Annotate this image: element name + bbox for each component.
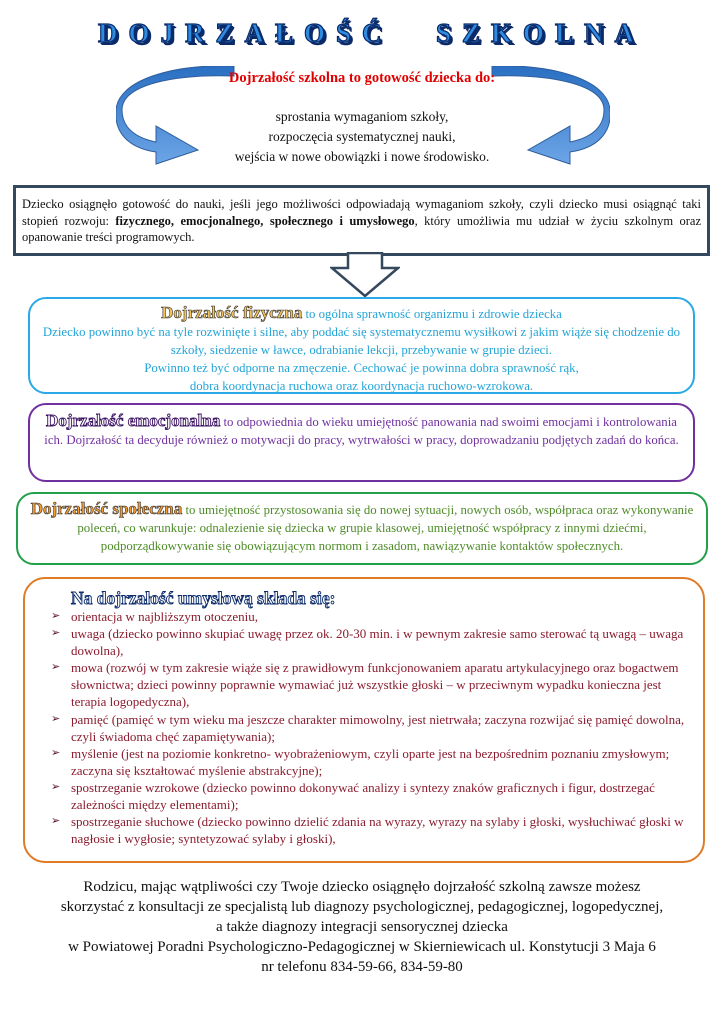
physical-maturity-text: Dziecko powinno być na tyle rozwinięte i silne, aby poddać się systematycznemu wysiłkowi z jakim wiąże się chodzenie do szkoły, siedzenie w ławce, odrabianie lekcji, przebywanie w grupie dzieci. (42, 325, 681, 357)
physical-maturity-heading: Dojrzałość fizyczna (161, 303, 303, 322)
arrow-bullet-icon: ➢ (51, 712, 61, 725)
arrow-bullet-icon: ➢ (51, 627, 61, 640)
list-item-text: spostrzeganie słuchowe (dziecko powinno dzielić zdania na wyrazy, wyrazy na sylaby i głoski, wysłuchiwać głoski w nagłosie i wygłosie; syntetyzować sylaby i głoski), (71, 814, 684, 847)
arrow-bullet-icon: ➢ (51, 815, 61, 828)
emotional-maturity-text: to odpowiednia do wieku umiejętność panowania nad swoimi emocjami i kontrolowania ich. Dojrzałość ta decyduje również o motywacji do pracy, wytrwałości w pracy, doprowadzaniu podjętych zadań do końca. (44, 415, 679, 447)
definition-box (13, 185, 710, 256)
list-item (35, 745, 693, 779)
down-arrow-icon (330, 252, 400, 298)
footer-line: skorzystać z konsultacji ze specjalistą lub diagnozy psychologicznej, pedagogicznej, logopedycznej, (60, 899, 664, 915)
definition-text-bold: fizycznego, emocjonalnego, społecznego i umysłowego (115, 213, 415, 228)
list-item (35, 659, 693, 710)
arrow-bullet-icon: ➢ (51, 746, 61, 759)
list-item-text: orientacja w najbliższym otoczeniu, (71, 609, 258, 624)
list-item-text: myślenie (jest na poziomie konkretno- wyobrażeniowym, czyli oparte jest na bezpośrednim poznaniu zmysłowym; zaczyna się kształtować myślenie abstrakcyjne); (71, 745, 670, 778)
footer-note (0, 877, 724, 977)
list-item (35, 779, 693, 813)
social-maturity-box (16, 492, 708, 565)
emotional-maturity-box (28, 403, 695, 482)
mental-maturity-heading: Na dojrzałość umysłową składa się: (71, 588, 336, 608)
definition-text-before: Dziecko osiągnęło gotowość do nauki, jeśli jego możliwości odpowiadają wymaganiom szkoły, czyli dziecko musi osiągnąć taki stopień rozwoju: (22, 197, 701, 228)
physical-maturity-text: to ogólna sprawność organizmu i zdrowie dziecka (302, 307, 562, 321)
emotional-maturity-heading: Dojrzałość emocjonalna (46, 411, 221, 430)
social-maturity-text: to umiejętność przystosowania się do nowej sytuacji, nowych osób, współpraca oraz wykonywanie poleceń, co warunkuje: odnalezienie się dziecka w grupie klasowej, umiejętność współpracy z innymi dziećmi, podporządkowywanie się obowiązującym normom i zasadom, nawiązywanie kontaktów społecznych. (77, 503, 694, 553)
mental-maturity-box (23, 577, 705, 863)
list-item-text: spostrzeganie wzrokowe (dziecko powinno dokonywać analizy i syntezy znaków graficznych i figur, dostrzegać zależności między elementami); (71, 779, 655, 813)
title-word-1: DOJRZAŁOŚĆ (98, 18, 393, 48)
list-item (35, 813, 693, 847)
intro-item: sprostania wymaganiom szkoły, (275, 109, 449, 124)
physical-maturity-text: Powinno też być odporne na zmęczenie. Cechować je powinna dobra sprawność rąk, (144, 361, 579, 375)
list-item (35, 608, 693, 625)
list-item (35, 711, 693, 745)
arrow-bullet-icon: ➢ (51, 610, 61, 622)
intro-heading: Dojrzałość szkolna to gotowość dziecka do: (228, 70, 496, 86)
list-item-text: uwaga (dziecko powinno skupiać uwagę przez ok. 20-30 min. i w pewnym zakresie samo sterować tą uwagą – uwaga dowolna), (71, 626, 684, 659)
intro-item: rozpoczęcia systematycznej nauki, (268, 129, 456, 144)
list-item-text: mowa (rozwój w tym zakresie wiąże się z prawidłowym funkcjonowaniem aparatu artykulacyjnego oraz bogactwem słownictwa; dzieci powinny poprawnie wymawiać już wszystkie głoski – w przeciwnym wypadku konieczna jest terapia logopedyczna), (71, 660, 679, 710)
footer-line: w Powiatowej Poradni Psychologiczno-Pedagogicznej w Skierniewicach ul. Konstytucji 3 Maja 6 (68, 939, 656, 955)
list-item (35, 625, 693, 659)
intro-list (0, 107, 724, 167)
page-title (0, 12, 724, 56)
intro-item: wejścia w nowe obowiązki i nowe środowisko. (234, 149, 490, 164)
title-word-2: SZKOLNA (436, 18, 646, 48)
social-maturity-heading: Dojrzałość społeczna (30, 499, 183, 518)
footer-line: a także diagnozy integracji sensorycznej dziecka (216, 919, 508, 935)
physical-maturity-text: dobra koordynacja ruchowa oraz koordynacja ruchowo-wzrokowa. (189, 379, 534, 393)
physical-maturity-box (28, 297, 695, 394)
list-item-text: pamięć (pamięć w tym wieku ma jeszcze charakter mimowolny, jest nietrwała; zaczyna rozwijać się pamięć dowolna, czyli świadoma chęć zapamiętywania); (71, 711, 685, 744)
arrow-bullet-icon: ➢ (51, 661, 61, 674)
arrow-bullet-icon: ➢ (51, 780, 61, 793)
mental-maturity-list (35, 608, 693, 847)
footer-line: nr telefonu 834-59-66, 834-59-80 (261, 959, 463, 975)
footer-line: Rodzicu, mając wątpliwości czy Twoje dziecko osiągnęło dojrzałość szkolną zawsze możesz (83, 879, 641, 895)
definition-text-after: , który umożliwia mu udział w życiu szkolnym oraz opanowanie treści programowych. (22, 213, 702, 244)
